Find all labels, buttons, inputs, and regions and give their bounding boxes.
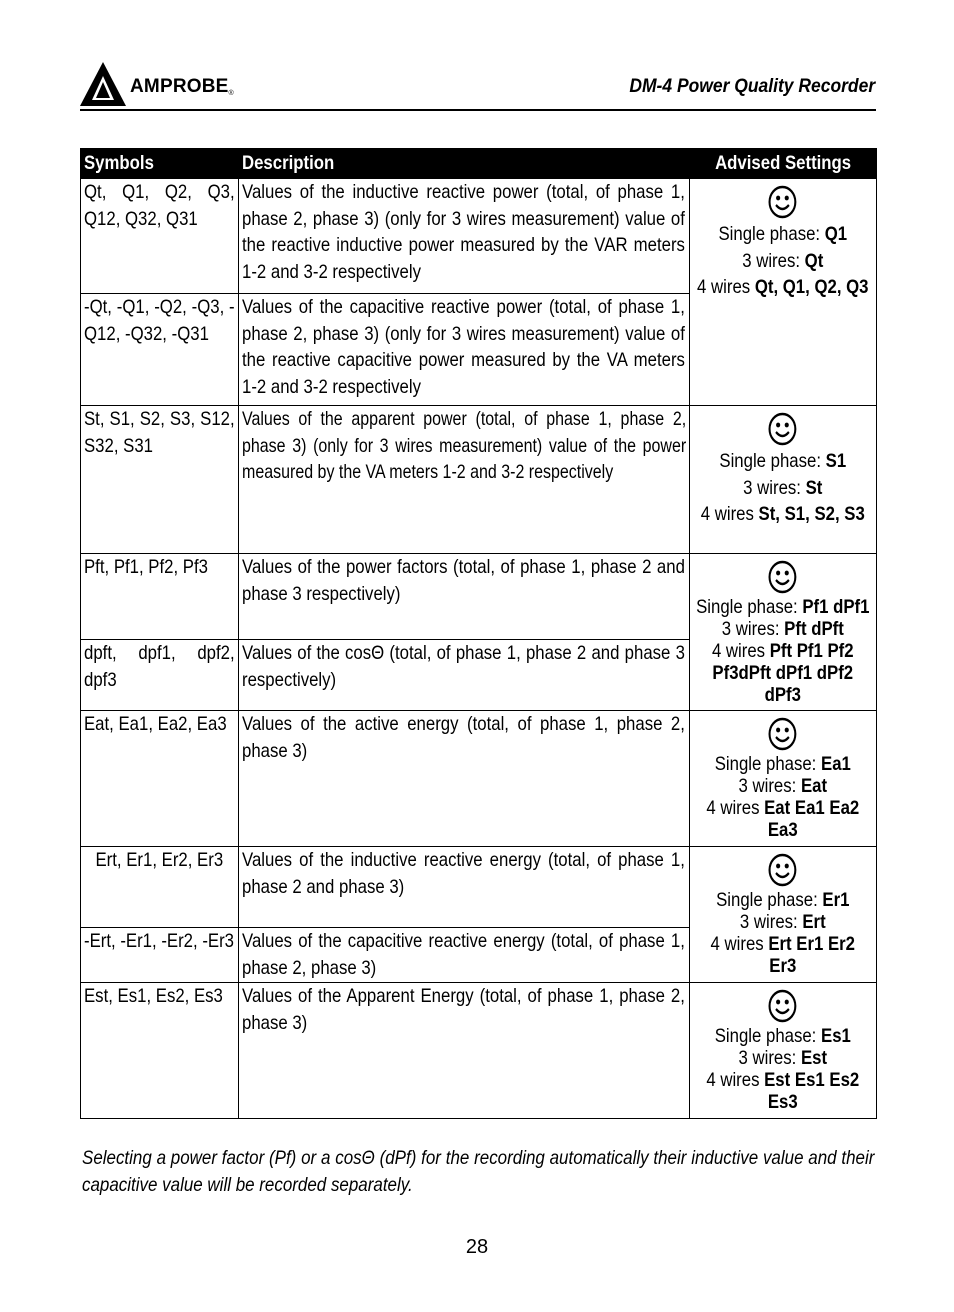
advised-settings-cell: Single phase: Pf1 dPf1 3 wires: Pft dPft 4 wires Pft Pf1 Pf2 Pf3dPft dPf1 dPf2 dPf3 <box>690 554 877 711</box>
symbols-cell: dpft, dpf1, dpf2, dpf3 <box>81 640 239 711</box>
footnote: Selecting a power factor (Pf) or a cosΘ (dPf) for the recording automatically their inductive value and their capacitive value will be recorded separately. <box>82 1147 875 1196</box>
column-header-advised-settings: Advised Settings <box>690 149 877 179</box>
advised-settings-cell: Single phase: Es1 3 wires: Est 4 wires Est Es1 Es2 Es3 <box>690 983 877 1119</box>
table-row <box>81 406 877 554</box>
description-cell: Values of the Apparent Energy (total, of phase 1, phase 2, phase 3) <box>239 983 690 1119</box>
advised-settings-cell: Single phase: S1 3 wires: St 4 wires St, S1, S2, S3 <box>690 406 877 554</box>
description-cell: Values of the power factors (total, of phase 1, phase 2 and phase 3 respectively) <box>239 554 690 640</box>
symbols-cell: Pft, Pf1, Pf2, Pf3 <box>81 554 239 640</box>
symbols-cell: -Ert, -Er1, -Er2, -Er3 <box>81 928 239 983</box>
amprobe-logo <box>80 62 260 108</box>
description-cell: Values of the inductive reactive power (total, of phase 1, phase 2, phase 3) (only for 3 wires measurement) value of the reactive inductive power measured by the VAR meters 1-2 and 3-2 respectively <box>239 179 690 294</box>
advised-settings-cell: Single phase: Ea1 3 wires: Eat 4 wires Eat Ea1 Ea2 Ea3 <box>690 711 877 847</box>
description-cell: Values of the capacitive reactive power (total, of phase 1, phase 2, phase 3) (only for 3 wires measurement) value of the reactive capacitive power measured by the VA meters 1-2 and 3-2 respectively <box>239 294 690 406</box>
smiley-icon <box>768 185 797 219</box>
brand-name: AMPROBE <box>130 76 229 97</box>
description-cell: Values of the inductive reactive energy (total, of phase 1, phase 2 and phase 3) <box>239 847 690 928</box>
table-row <box>81 847 877 928</box>
description-cell: Values of the active energy (total, of phase 1, phase 2, phase 3) <box>239 711 690 847</box>
symbols-cell: -Qt, -Q1, -Q2, -Q3, -Q12, -Q32, -Q31 <box>81 294 239 406</box>
smiley-icon <box>768 853 797 887</box>
description-cell: Values of the capacitive reactive energy (total, of phase 1, phase 2, phase 3) <box>239 928 690 983</box>
amprobe-logo-mark-icon <box>80 62 126 106</box>
description-cell: Values of the apparent power (total, of phase 1, phase 2, phase 3) (only for 3 wires measurement) value of the power measured by the VA meters 1-2 and 3-2 respectively <box>239 406 690 554</box>
page-number: 28 <box>465 1236 489 1258</box>
table-row <box>81 983 877 1119</box>
smiley-icon <box>768 560 797 594</box>
header-rule <box>80 109 876 111</box>
document-title: DM-4 Power Quality Recorder <box>629 76 875 97</box>
table-header-row <box>81 149 877 179</box>
smiley-icon <box>768 717 797 751</box>
description-cell: Values of the cosΘ (total, of phase 1, phase 2 and phase 3 respectively) <box>239 640 690 711</box>
advised-settings-cell: Single phase: Er1 3 wires: Ert 4 wires Ert Er1 Er2 Er3 <box>690 847 877 983</box>
table-row <box>81 179 877 294</box>
registered-mark: ® <box>228 90 234 97</box>
table-row <box>81 554 877 640</box>
parameters-table <box>80 148 877 1119</box>
table-row <box>81 711 877 847</box>
smiley-icon <box>768 989 797 1023</box>
symbols-cell: Eat, Ea1, Ea2, Ea3 <box>81 711 239 847</box>
column-header-symbols: Symbols <box>81 149 239 179</box>
column-header-description: Description <box>239 149 690 179</box>
symbols-cell: Ert, Er1, Er2, Er3 <box>81 847 239 928</box>
symbols-cell: St, S1, S2, S3, S12, S32, S31 <box>81 406 239 554</box>
symbols-cell: Qt, Q1, Q2, Q3, Q12, Q32, Q31 <box>81 179 239 294</box>
advised-settings-cell: Single phase: Q1 3 wires: Qt 4 wires Qt, Q1, Q2, Q3 <box>690 179 877 406</box>
symbols-cell: Est, Es1, Es2, Es3 <box>81 983 239 1119</box>
smiley-icon <box>768 412 797 446</box>
